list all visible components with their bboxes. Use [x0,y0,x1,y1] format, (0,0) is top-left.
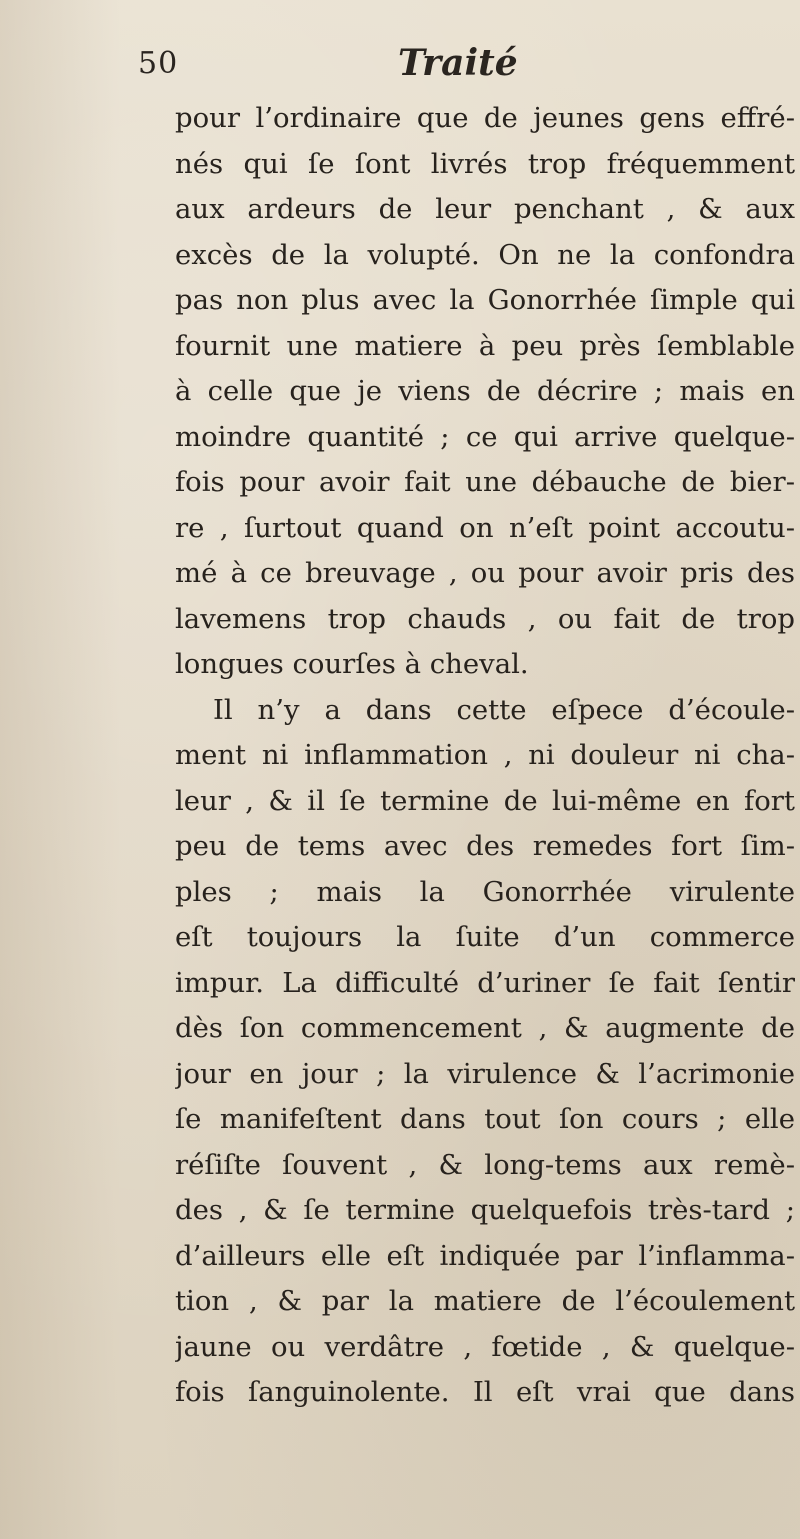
text-line: à celle que je viens de décrire ; mais en [175,375,795,407]
text-line: leur , & il ſe termine de lui-même en fort [175,784,795,817]
text-line: tion , & par la matiere de l’écoulement [175,1285,795,1317]
text-line: ſe manifeſtent dans tout ſon cours ; elle [175,1103,795,1135]
text-line-paragraph-end: longues courſes à cheval. [175,648,529,680]
text-line: d’ailleurs elle eſt indiquée par l’inflamma- [175,1239,795,1272]
text-line: mé à ce breuvage , ou pour avoir pris des [175,557,795,589]
text-line: fournit une matiere à peu près ſemblable [175,329,795,362]
text-line: nés qui ſe ſont livrés trop fréquemment [175,147,795,180]
text-line: réſiſte ſouvent , & long-tems aux remè- [175,1148,795,1181]
text-line: moindre quantité ; ce qui arrive quelque- [175,420,795,453]
text-line: jaune ou verdâtre , fœtide , & quelque- [175,1330,795,1363]
text-line: ment ni inflammation , ni douleur ni cha- [175,739,795,771]
text-line-paragraph-start: Il n’y a dans cette eſpece d’écoule- [213,693,795,726]
text-line: dès ſon commencement , & augmente de [175,1012,795,1044]
text-line: excès de la volupté. On ne la confondra [175,238,795,271]
text-line: impur. La difficulté d’uriner ſe fait ſentir [175,966,795,999]
running-title: Traité [398,42,518,84]
body-text [175,96,795,1416]
text-line: pas non plus avec la Gonorrhée ſimple qui [175,284,795,316]
text-line: aux ardeurs de leur penchant , & aux [175,193,795,225]
text-line: lavemens trop chauds , ou fait de trop [175,602,795,635]
text-line: fois pour avoir fait une débauche de bier- [175,466,795,498]
text-line: pour l’ordinaire que de jeunes gens effré- [175,102,795,134]
page-header [138,42,758,90]
text-line: fois ſanguinolente. Il eſt vrai que dans [175,1376,795,1408]
text-line: peu de tems avec des remedes fort ſim- [175,830,795,862]
text-line: re , ſurtout quand on n’eſt point accoutu- [175,511,795,544]
text-line: jour en jour ; la virulence & l’acrimonie [175,1057,795,1090]
text-line: eſt toujours la ſuite d’un commerce [175,921,795,953]
text-line: des , & ſe termine quelquefois très-tard ; [175,1194,795,1226]
text-line: ples ; mais la Gonorrhée virulente [175,875,795,908]
page-gutter-shadow [0,0,120,1539]
page-number: 50 [138,46,179,81]
